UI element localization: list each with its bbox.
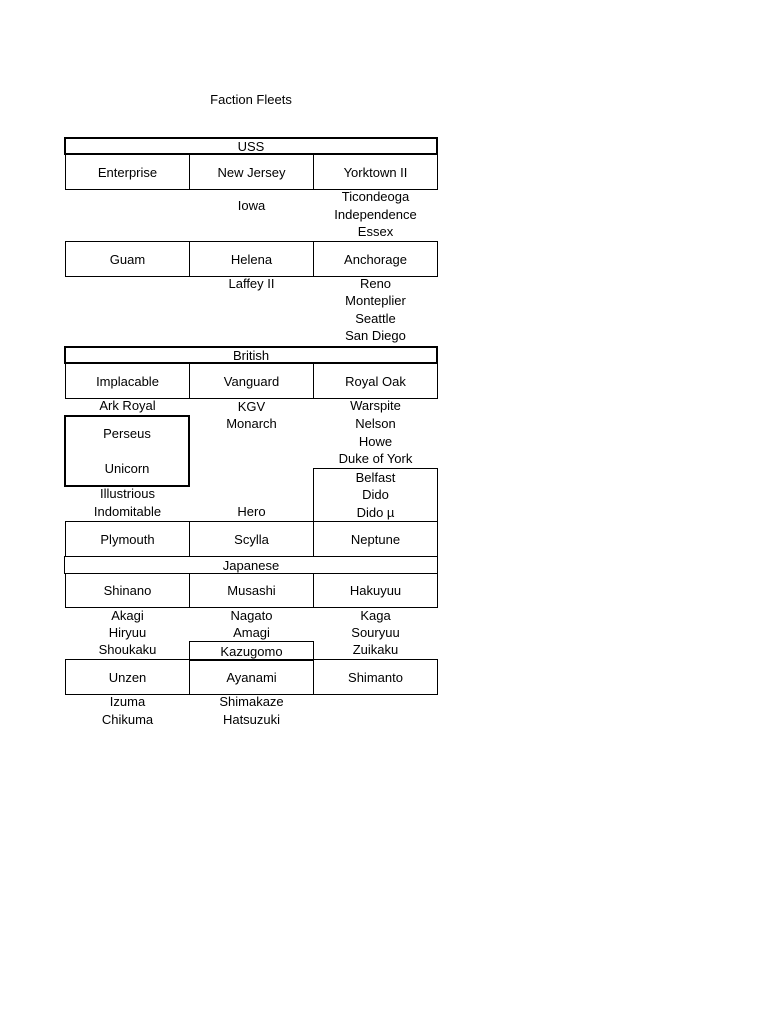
perseus-unicorn-box: [64, 415, 190, 487]
list-item: Chikuma: [101, 712, 154, 727]
british-header-label: British: [232, 347, 270, 363]
list-item: Nagato: [230, 608, 273, 623]
cell-label: Neptune: [350, 531, 401, 547]
list-item: Laffey II: [228, 276, 275, 291]
british-row1-cell: [313, 363, 438, 399]
list-item: Hero: [237, 504, 266, 519]
list-item: Duke of York: [338, 451, 413, 466]
uss-header: [64, 137, 438, 155]
list-item: Independence: [334, 207, 417, 222]
list-item: Dido µ: [356, 505, 395, 520]
belfast-dido-box: [313, 468, 438, 522]
list-item: Shimakaze: [219, 694, 284, 709]
list-item: Akagi: [111, 608, 144, 623]
list-item: Illustrious: [100, 486, 155, 501]
list-item: Indomitable: [93, 504, 162, 519]
list-item: Essex: [357, 224, 394, 239]
japanese-row1-cell: [189, 573, 314, 608]
japanese-row1-cell: [65, 573, 190, 608]
british-row2-cell: [189, 521, 314, 557]
list-item: Nelson: [355, 416, 396, 431]
cell-label: Shinano: [103, 583, 152, 598]
list-item: Hiryuu: [108, 625, 147, 640]
japanese-row2-cell: [313, 659, 438, 695]
british-row2-cell: [65, 521, 190, 557]
cell-label: Scylla: [234, 531, 269, 547]
kazugomo-box: [189, 641, 314, 661]
list-item: Seattle: [355, 311, 396, 326]
cell-label: Royal Oak: [345, 373, 406, 389]
japanese-header-label: Japanese: [222, 557, 280, 573]
uss-row1-cell: [189, 154, 314, 190]
uss-header-label: USS: [237, 138, 265, 154]
list-item: Perseus: [103, 426, 151, 441]
cell-label: Guam: [109, 251, 146, 267]
list-item: San Diego: [345, 328, 406, 343]
cell-label: Plymouth: [100, 531, 155, 547]
list-item: Ticondeoga: [341, 189, 410, 204]
list-item: Reno: [359, 276, 392, 291]
cell-label: Hakuyuu: [349, 583, 402, 598]
uss-row1-cell: [313, 154, 438, 190]
list-item: Souryuu: [351, 625, 400, 640]
list-item: Belfast: [355, 470, 396, 485]
cell-label: New Jersey: [217, 164, 286, 180]
list-item: Iowa: [237, 198, 266, 213]
list-item: Hatsuzuki: [222, 712, 281, 727]
cell-label: Shimanto: [348, 669, 403, 685]
list-item: Izuma: [109, 694, 146, 709]
cell-label: Vanguard: [223, 373, 280, 389]
cell-label: Anchorage: [344, 251, 407, 267]
uss-row2-cell: [313, 241, 438, 277]
japanese-row1-cell: [313, 573, 438, 608]
cell-label: Helena: [230, 251, 273, 267]
list-item: Zuikaku: [352, 642, 399, 657]
cell-label: Yorktown II: [343, 164, 408, 180]
list-item: Monteplier: [345, 293, 406, 308]
list-item: Warspite: [350, 398, 401, 413]
list-item: Unicorn: [104, 461, 150, 476]
list-item: KGV: [237, 399, 266, 414]
list-item: Ark Royal: [99, 398, 156, 413]
japanese-header: [64, 556, 438, 574]
list-item: Dido: [362, 487, 389, 502]
british-row2-cell: [313, 521, 438, 557]
cell-label: Implacable: [96, 373, 159, 389]
uss-row2-cell: [65, 241, 190, 277]
cell-label: Ayanami: [226, 669, 277, 685]
japanese-row2-cell: [189, 659, 314, 695]
uss-row2-cell: [189, 241, 314, 277]
list-item: Monarch: [226, 416, 277, 431]
cell-label: Unzen: [108, 669, 147, 685]
cell-label: Enterprise: [97, 164, 158, 180]
uss-row1-cell: [65, 154, 190, 190]
list-item: Shoukaku: [98, 642, 157, 657]
list-item: Amagi: [233, 625, 270, 640]
page-title: Faction Fleets: [210, 92, 292, 107]
list-item: Kaga: [360, 608, 391, 623]
british-row1-cell: [189, 363, 314, 399]
japanese-row2-cell: [65, 659, 190, 695]
cell-label: Musashi: [227, 583, 276, 598]
list-item: Howe: [358, 434, 393, 449]
british-row1-cell: [65, 363, 190, 399]
british-header: [64, 346, 438, 364]
cell-label: Kazugomo: [220, 643, 283, 659]
